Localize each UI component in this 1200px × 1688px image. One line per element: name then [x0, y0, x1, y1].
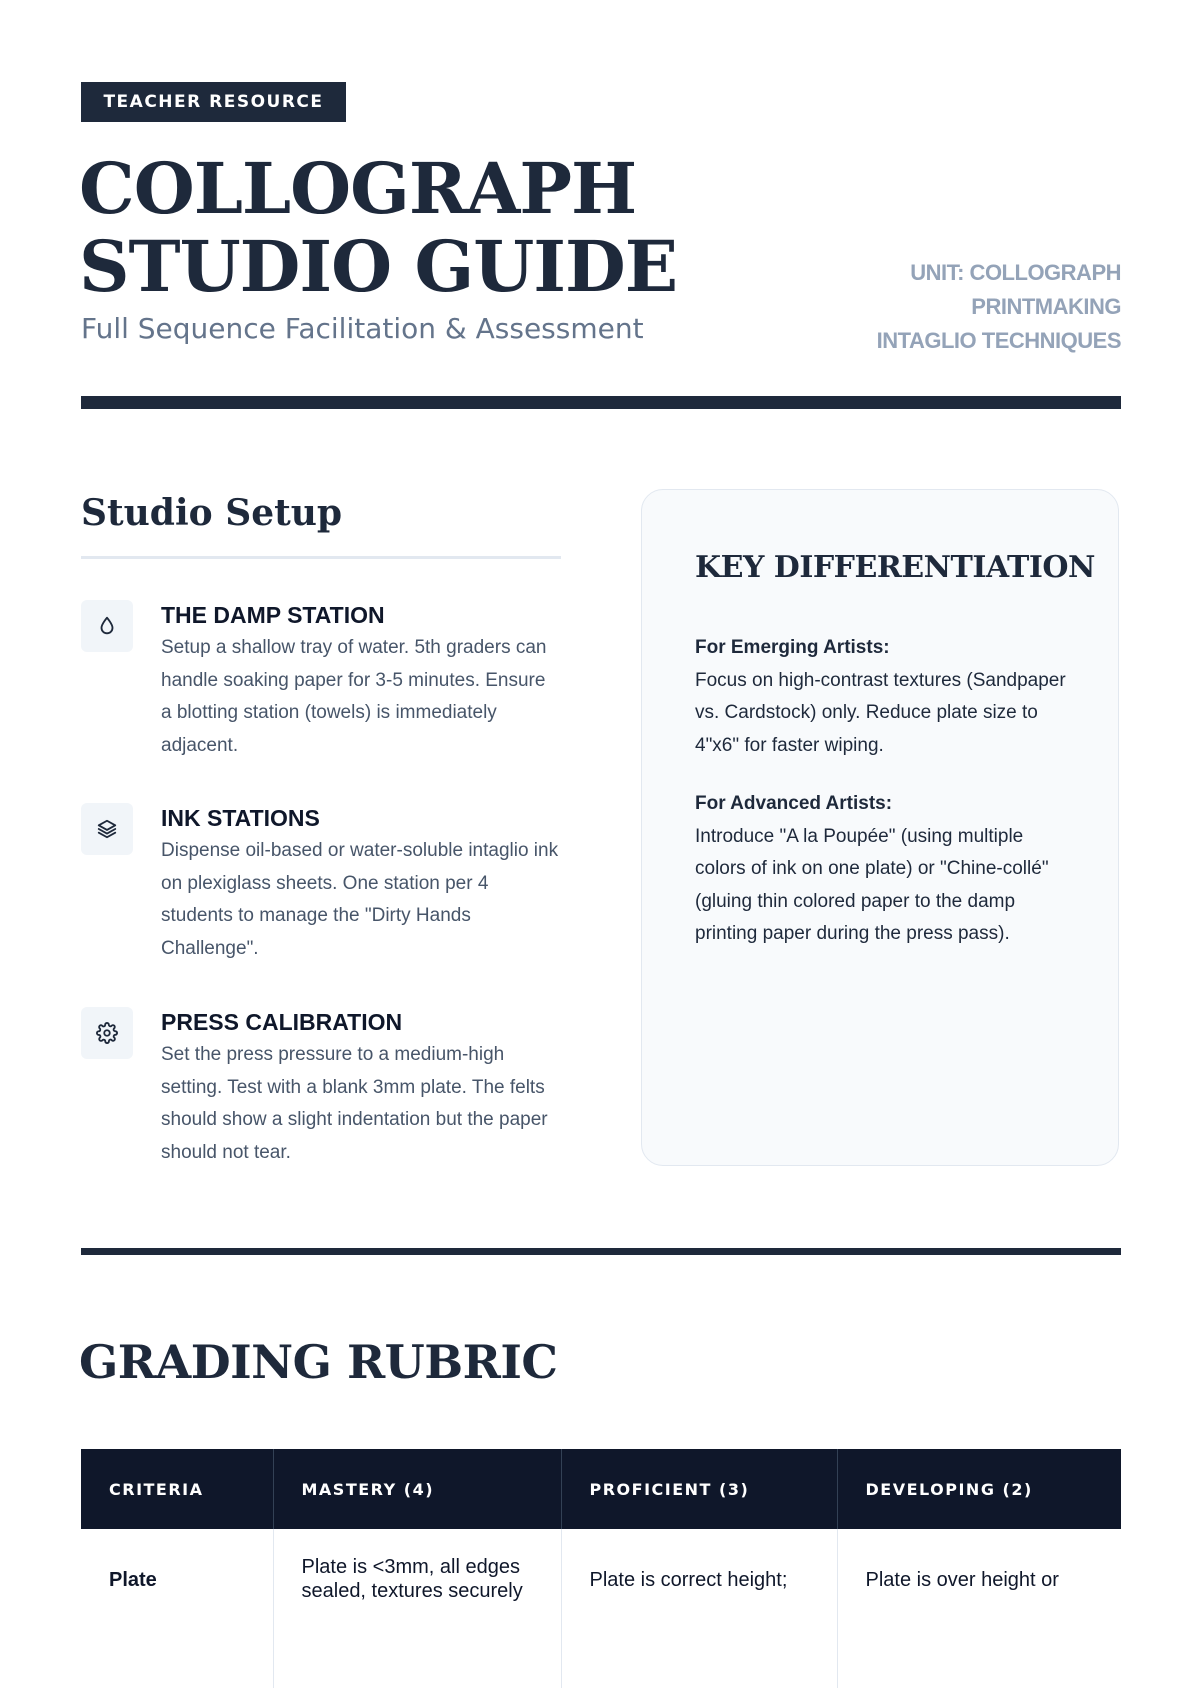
column-header-developing: DEVELOPING (2) — [837, 1449, 1121, 1529]
unit-label — [877, 256, 1121, 358]
step-heading: INK STATIONS — [161, 805, 320, 831]
proficient-cell: Plate is correct height; — [561, 1529, 837, 1688]
page-title — [79, 147, 678, 308]
table-row — [81, 1529, 1121, 1688]
unit-line-3: INTAGLIO TECHNIQUES — [876, 328, 1121, 353]
page-subtitle: Full Sequence Facilitation & Assessment — [81, 312, 644, 345]
key-differentiation-panel — [641, 489, 1119, 1166]
criteria-cell: Plate — [81, 1529, 273, 1688]
developing-cell: Plate is over height or — [865, 1569, 1059, 1591]
advanced-artists-block — [695, 788, 1075, 951]
differentiation-label: For Advanced Artists: — [695, 793, 893, 814]
step-body: Set the press pressure to a medium-high setting. Test with a blank 3mm plate. The felts should show a slight indentation but the paper should not tear. — [161, 1044, 548, 1163]
layers-icon — [81, 803, 133, 855]
differentiation-heading: KEY DIFFERENTIATION — [695, 550, 1095, 585]
step-press-calibration — [81, 1007, 561, 1167]
step-heading: THE DAMP STATION — [161, 602, 385, 628]
emerging-artists-block — [695, 632, 1075, 762]
column-header-criteria: CRITERIA — [81, 1449, 273, 1529]
step-heading: PRESS CALIBRATION — [161, 1009, 403, 1035]
title-line-2: STUDIO GUIDE — [79, 225, 678, 308]
step-damp-station — [81, 600, 561, 760]
differentiation-label: For Emerging Artists: — [695, 637, 890, 658]
rubric-header-row — [81, 1449, 1121, 1529]
grading-rubric-heading: GRADING RUBRIC — [79, 1335, 558, 1389]
step-ink-stations — [81, 803, 561, 963]
studio-setup-underline — [81, 556, 561, 559]
gear-icon — [81, 1007, 133, 1059]
header-divider — [81, 396, 1121, 409]
step-body: Dispense oil-based or water-soluble intaglio ink on plexiglass sheets. One station per 4 students to manage the "Dirty Hands Challenge". — [161, 840, 559, 959]
mastery-cell: Plate is <3mm, all edges sealed, textures securely — [273, 1529, 561, 1688]
teacher-resource-badge: TEACHER RESOURCE — [81, 82, 346, 122]
title-line-1: COLLOGRAPH — [79, 147, 637, 230]
differentiation-text: Introduce "A la Poupée" (using multiple colors of ink on one plate) or "Chine-collé" (gluing thin colored paper to the damp printing paper during the press pass). — [695, 825, 1049, 944]
grading-rubric-table — [81, 1449, 1121, 1688]
unit-line-1: UNIT: COLLOGRAPH — [910, 260, 1121, 285]
column-header-proficient: PROFICIENT (3) — [561, 1449, 837, 1529]
droplet-icon — [81, 600, 133, 652]
studio-setup-heading: Studio Setup — [81, 492, 343, 534]
step-body: Setup a shallow tray of water. 5th graders can handle soaking paper for 3-5 minutes. Ensure a blotting station (towels) is immediately adjacent. — [161, 637, 547, 756]
column-header-mastery: MASTERY (4) — [273, 1449, 561, 1529]
unit-line-2: PRINTMAKING — [971, 294, 1121, 319]
differentiation-text: Focus on high-contrast textures (Sandpaper vs. Cardstock) only. Reduce plate size to 4"x6" for faster wiping. — [695, 669, 1066, 756]
section-divider — [81, 1248, 1121, 1255]
